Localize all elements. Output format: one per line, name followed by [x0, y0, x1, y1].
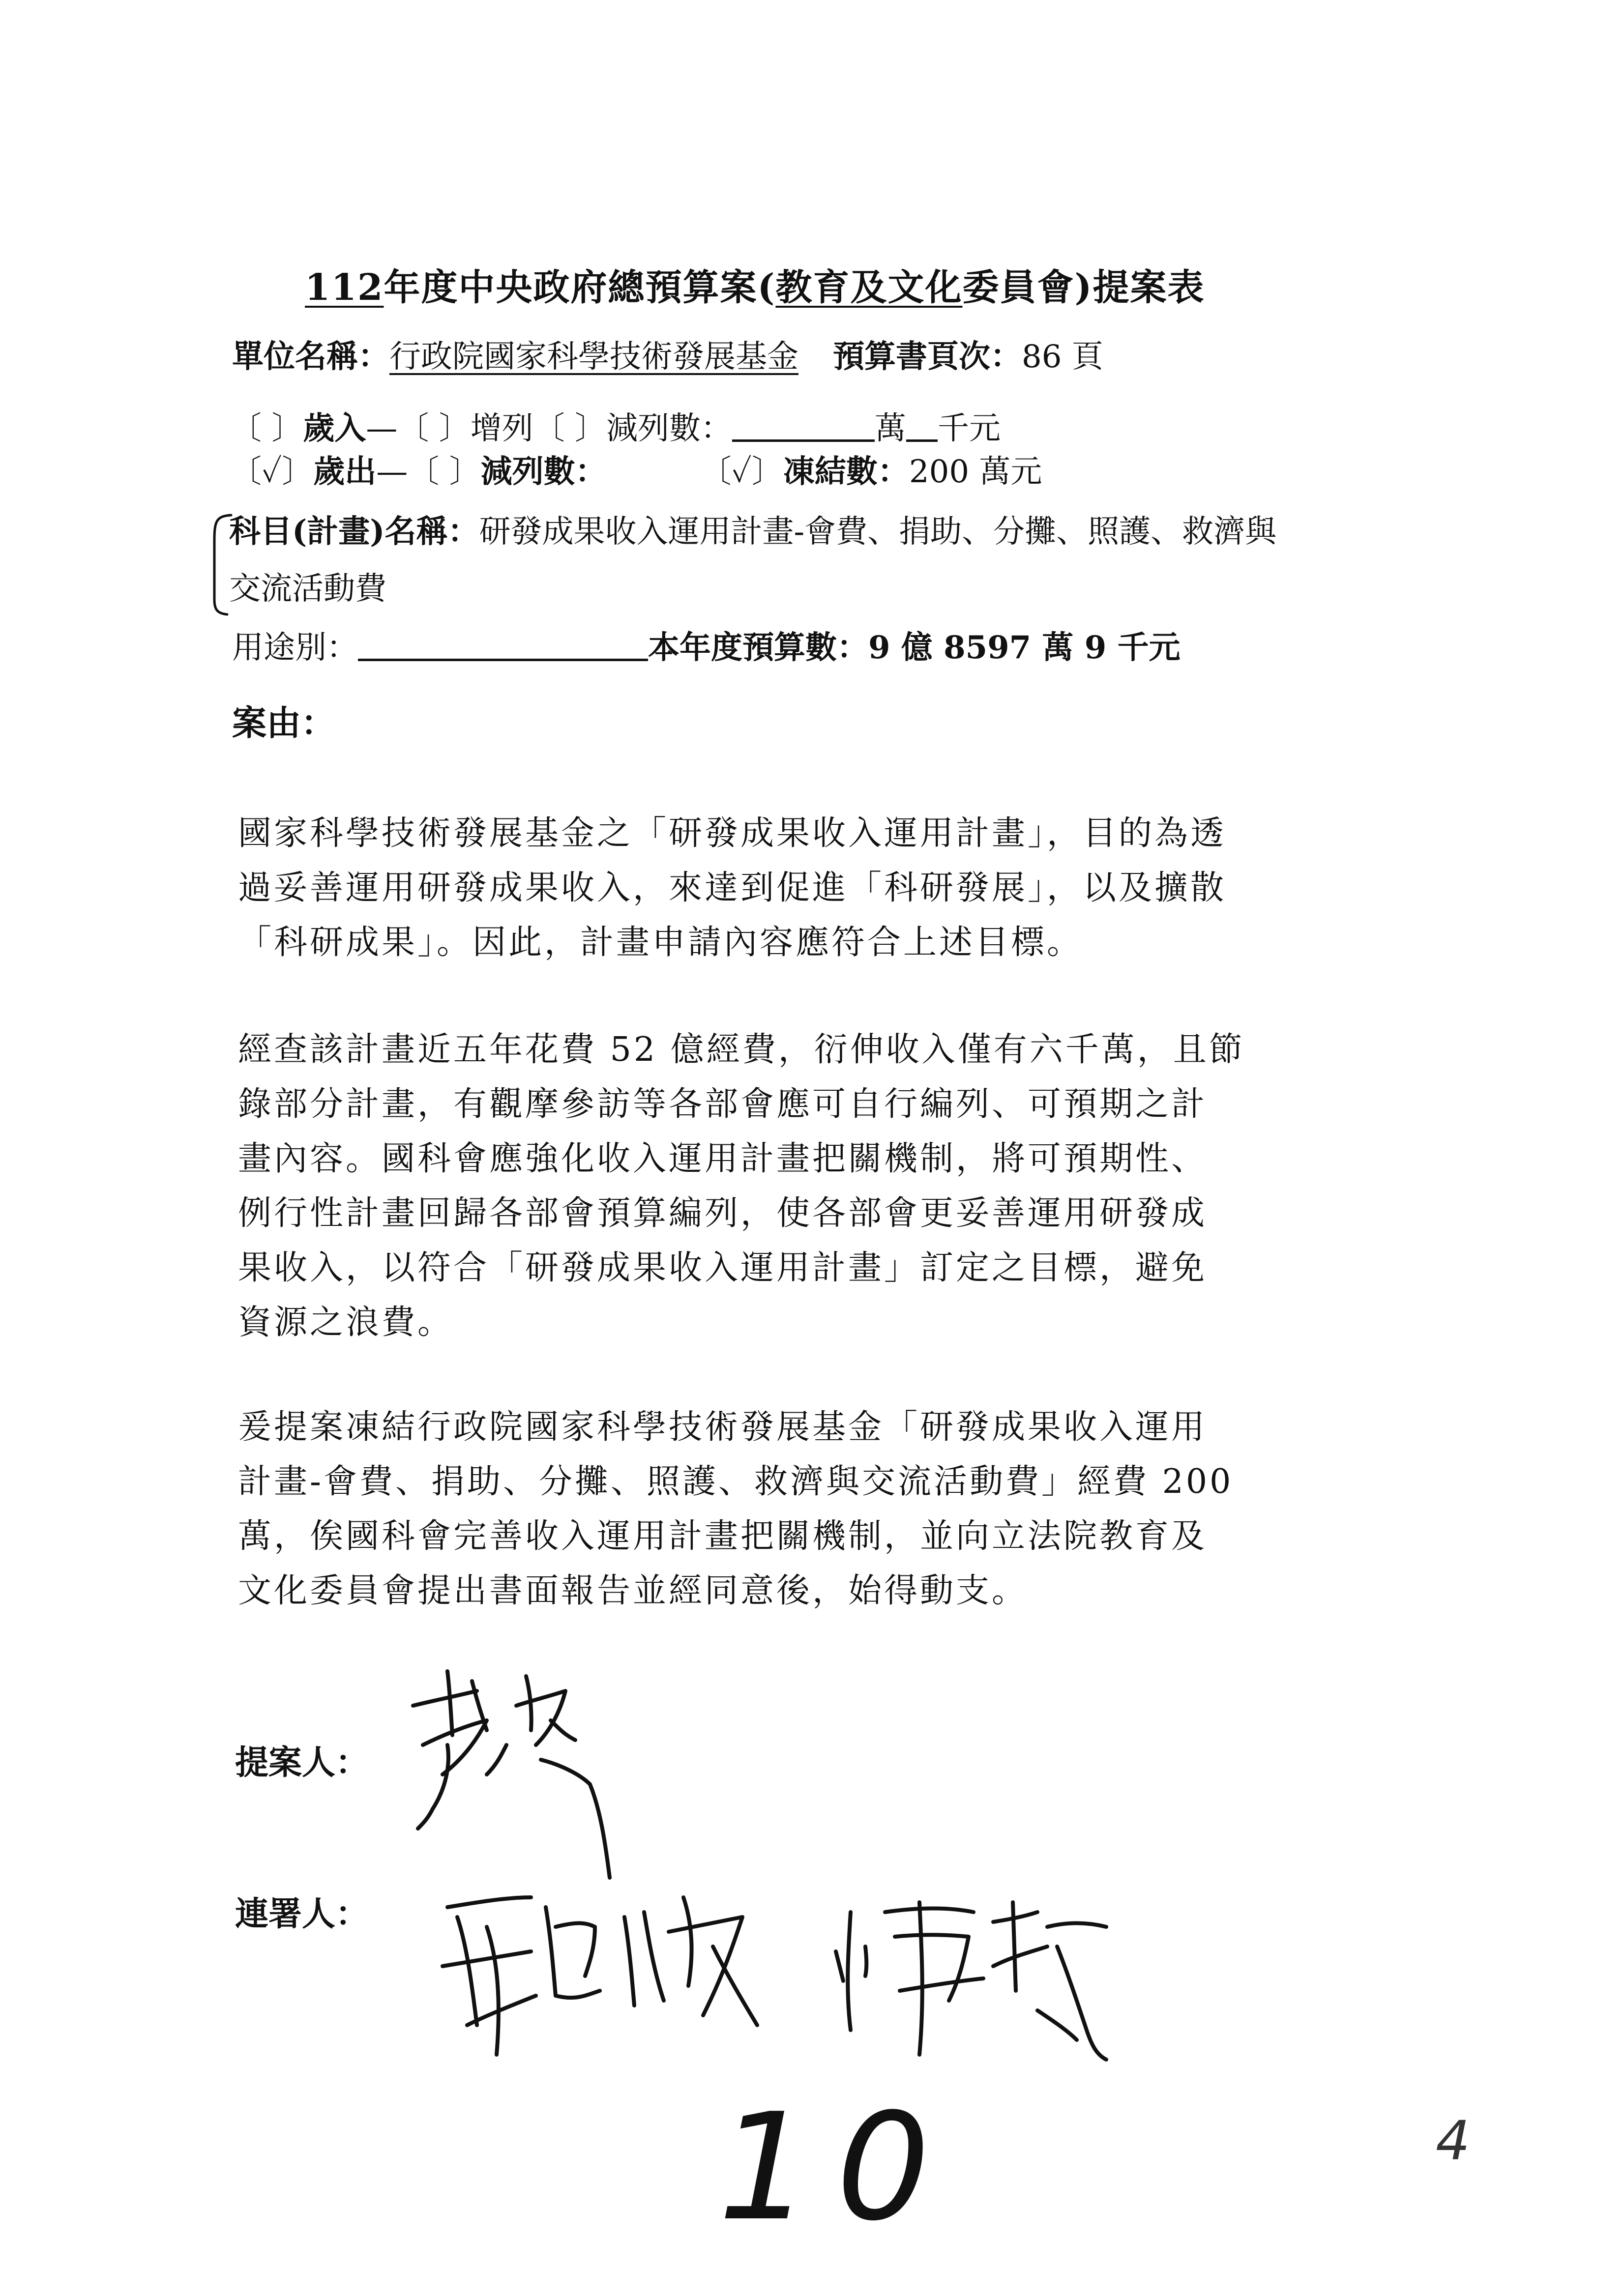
paragraph-line: 爰提案凍結行政院國家科學技術發展基金「研發成果收入運用	[238, 1408, 1208, 1447]
qian-blank	[906, 410, 938, 442]
freeze-checkbox: 〔✓〕	[700, 454, 783, 490]
increase-label: 增列	[470, 410, 533, 447]
expenditure-dash: —	[376, 454, 408, 490]
freeze-label: 凍結數：	[783, 453, 909, 490]
paragraph-line: 國家科學技術發展基金之「研發成果收入運用計畫」，目的為透	[238, 814, 1227, 853]
page-ref-label: 預算書頁次：	[833, 338, 1022, 375]
paragraph-3	[238, 1400, 1233, 1618]
subject-value-line2: 交流活動費	[229, 571, 386, 607]
page-number: 4	[1436, 2109, 1470, 2172]
page-ref-value: 86 頁	[1022, 339, 1103, 375]
usage-line	[232, 629, 1181, 664]
freeze-value: 200 萬元	[909, 454, 1042, 490]
paragraph-line: 文化委員會提出書面報告並經同意後，始得動支。	[238, 1571, 1028, 1610]
document-title	[305, 266, 1205, 309]
paragraph-1	[238, 806, 1226, 970]
unit-line	[232, 338, 1103, 375]
paragraph-line: 畫內容。國科會應強化收入運用計畫把關機制，將可預期性、	[238, 1139, 1208, 1178]
qian-unit: 千元	[938, 410, 1001, 447]
revenue-checkbox: 〔 〕	[230, 410, 303, 447]
paragraph-line: 萬，俟國科會完善收入運用計畫把關機制，並向立法院教育及	[238, 1517, 1208, 1556]
increase-checkbox: 〔 〕	[397, 410, 471, 447]
revenue-label: 歲入	[303, 410, 366, 447]
decrease-label: 減列數：	[606, 410, 733, 447]
subject-value-line1: 研發成果收入運用計畫-會費、捐助、分攤、照護、救濟與	[479, 514, 1277, 550]
revenue-dash: —	[366, 410, 398, 447]
paragraph-line: 例行性計畫回歸各部會預算編列，使各部會更妥善運用研發成	[238, 1194, 1208, 1233]
wan-unit: 萬	[875, 410, 907, 447]
subject-line-2	[229, 573, 386, 605]
title-part2: 委員會)提案表	[962, 266, 1205, 309]
cosigner-signature-1	[438, 1878, 772, 2074]
paragraph-line: 資源之浪費。	[238, 1303, 454, 1342]
title-year: 112	[305, 266, 384, 309]
usage-label: 用途別：	[232, 630, 358, 666]
revenue-amount-blank	[732, 410, 875, 442]
title-part1: 年度中央政府總預算案(	[384, 266, 776, 309]
proposer-label: 提案人：	[235, 1743, 369, 1782]
title-committee: 教育及文化	[775, 266, 963, 309]
expenditure-decrease-checkbox: 〔 〕	[408, 454, 481, 490]
budget-value: 9 億 8597 萬 9 千元	[868, 629, 1181, 666]
revenue-line	[230, 410, 1001, 447]
expenditure-checkbox: 〔✓〕	[230, 454, 314, 490]
expenditure-label: 歲出	[313, 453, 377, 490]
subject-line-1	[229, 513, 1277, 550]
expenditure-decrease-label: 減列數：	[480, 453, 607, 490]
paragraph-line: 經查該計畫近五年花費 52 億經費，衍伸收入僅有六千萬，且節	[238, 1030, 1245, 1069]
unit-value: 行政院國家科學技術發展基金	[389, 339, 798, 375]
handwritten-number: 10	[718, 2082, 955, 2253]
subject-label: 科目(計畫)名稱：	[229, 513, 479, 550]
paragraph-line: 「科研成果」。因此，計畫申請內容應符合上述目標。	[238, 923, 1083, 962]
usage-blank	[358, 629, 648, 661]
proposer-signature	[403, 1661, 639, 1897]
cosigner-label: 連署人：	[235, 1894, 369, 1934]
cosigner-signature-2	[831, 1892, 1116, 2079]
budget-label: 本年度預算數：	[648, 629, 868, 666]
decrease-checkbox: 〔 〕	[533, 410, 607, 447]
paragraph-line: 過妥善運用研發成果收入，來達到促進「科研發展」，以及擴散	[238, 869, 1227, 907]
expenditure-line	[230, 453, 1042, 490]
paragraph-line: 計畫-會費、捐助、分攤、照護、救濟與交流活動費」經費 200	[238, 1462, 1234, 1501]
paragraph-line: 錄部分計畫，有觀摩參訪等各部會應可自行編列、可預期之計	[238, 1085, 1208, 1124]
unit-label: 單位名稱：	[232, 338, 389, 375]
reason-label: 案由：	[232, 702, 335, 743]
paragraph-2	[238, 1022, 1245, 1350]
paragraph-line: 果收入，以符合「研發成果收入運用計畫」訂定之目標，避免	[238, 1249, 1208, 1287]
